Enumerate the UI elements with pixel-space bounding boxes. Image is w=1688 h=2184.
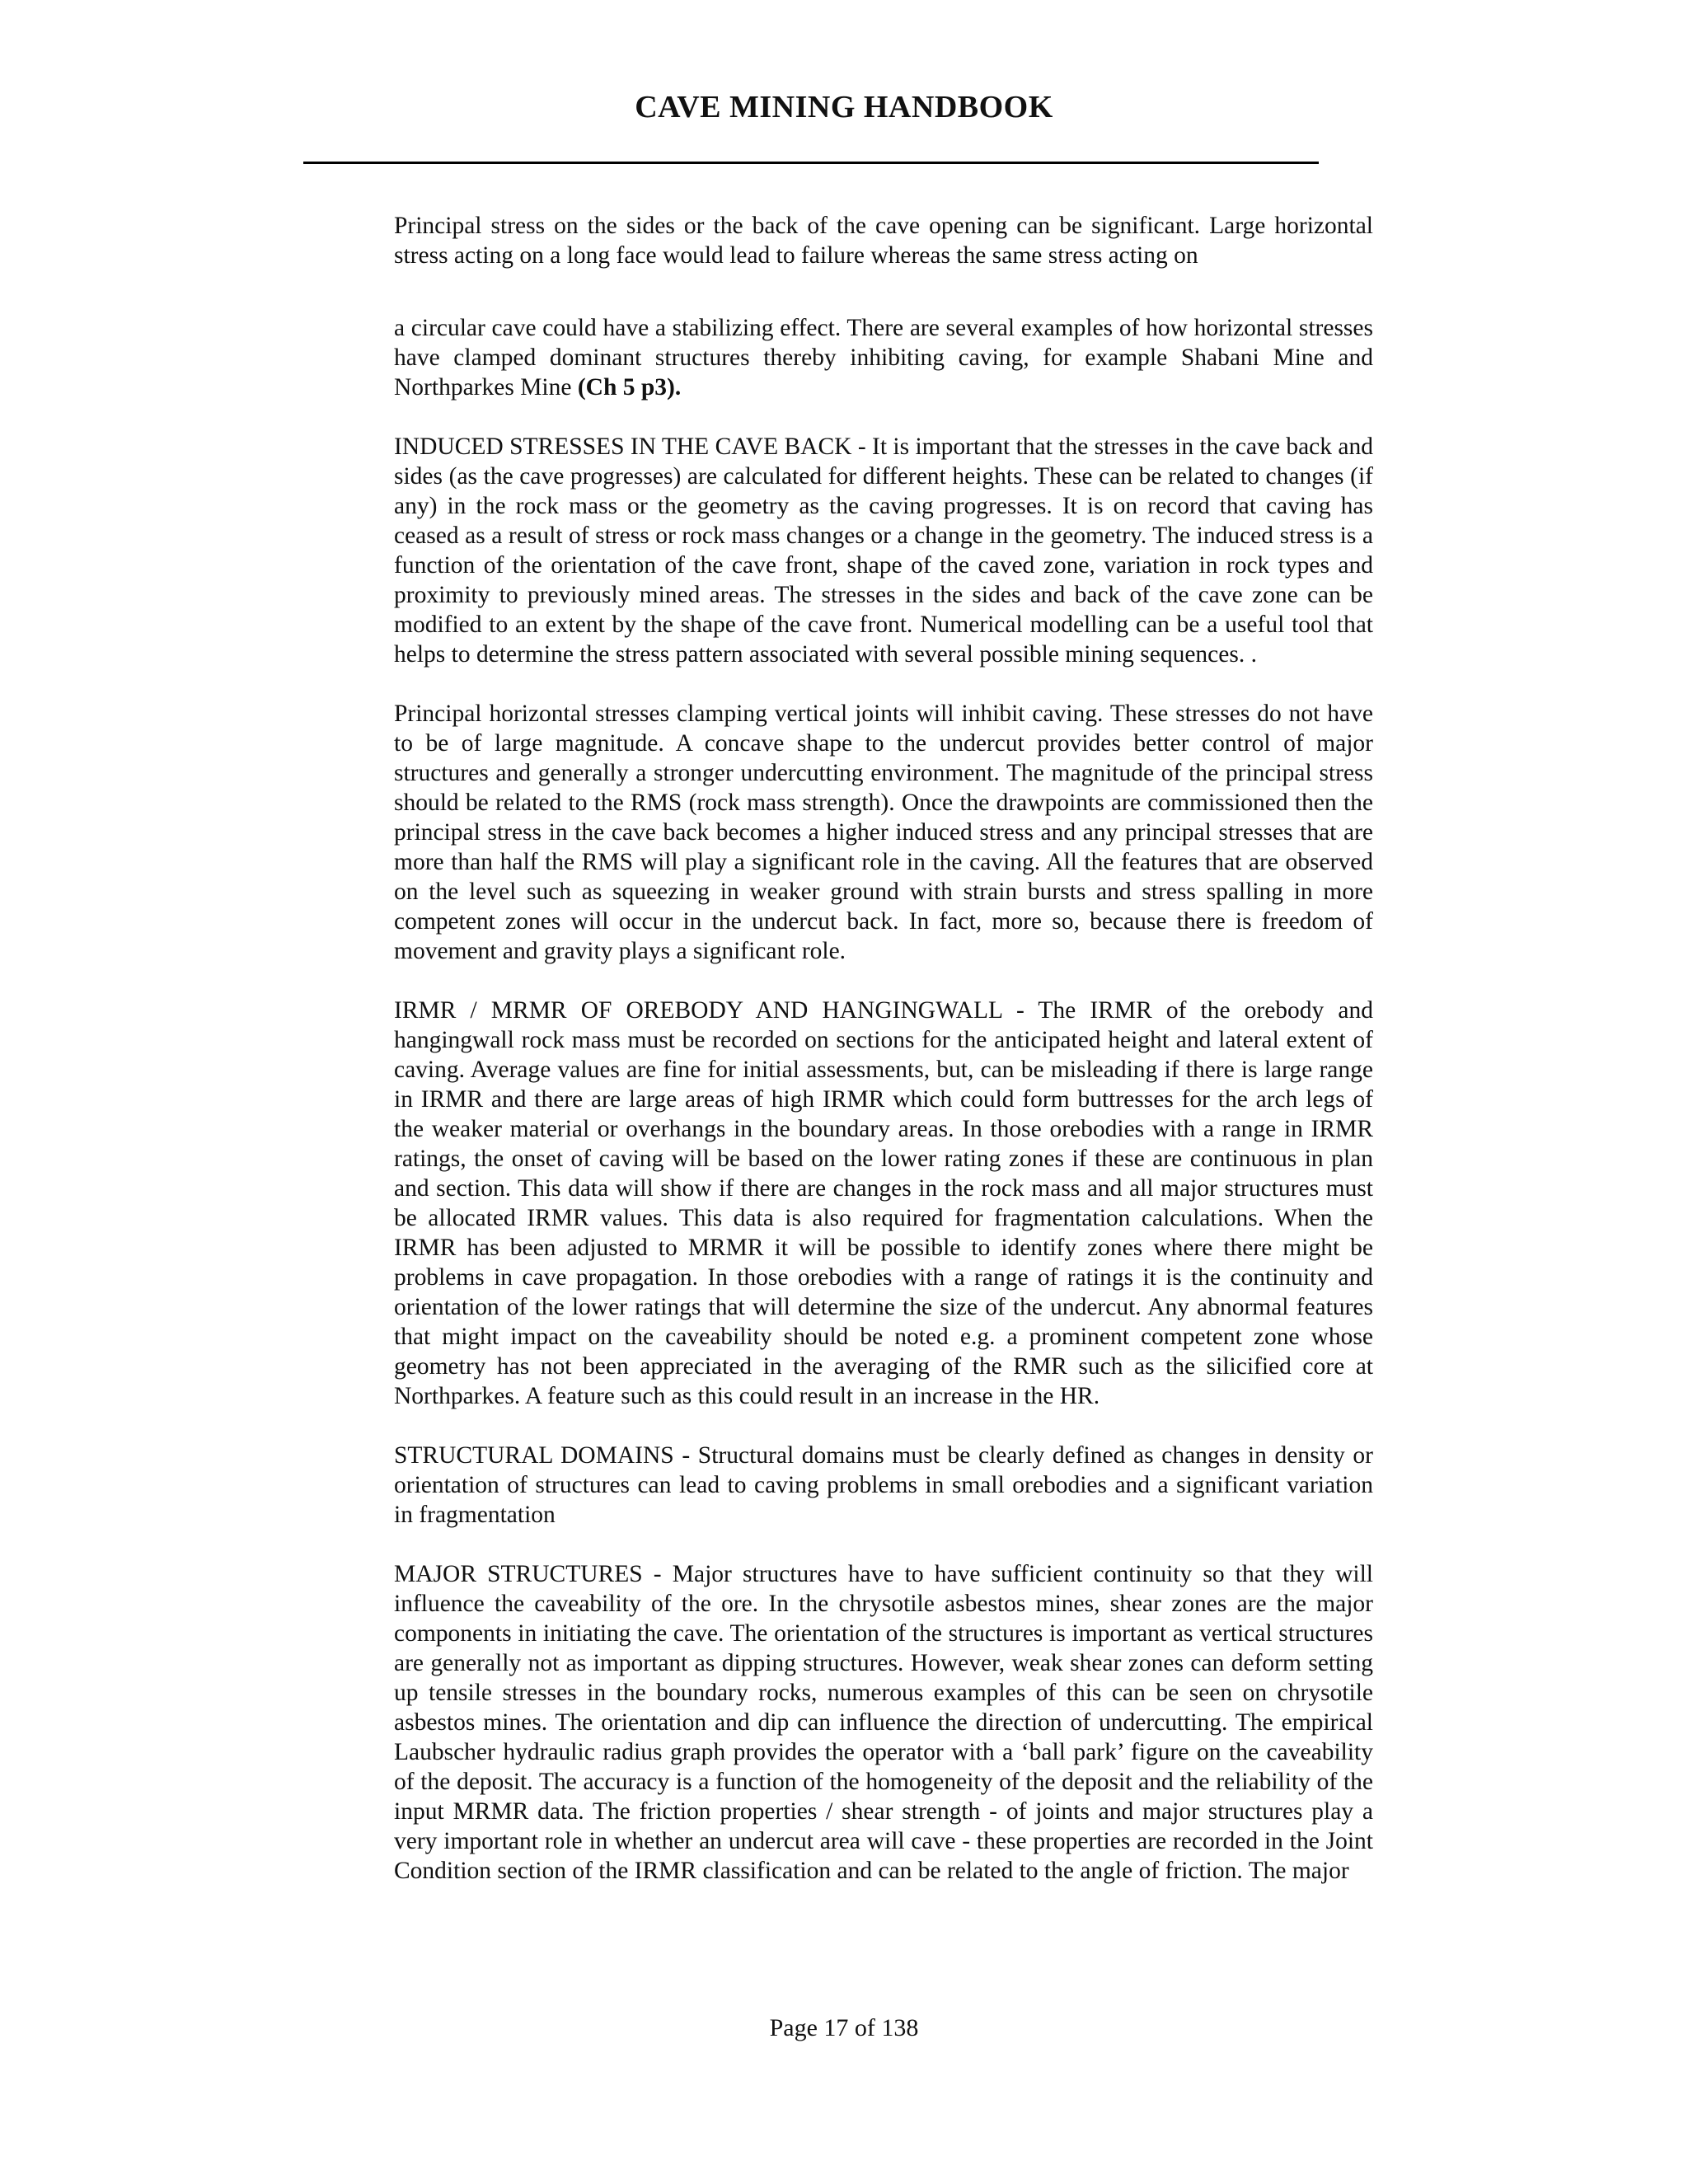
- header-divider: [303, 162, 1319, 164]
- paragraph-irmr-mrmr: IRMR / MRMR OF OREBODY AND HANGINGWALL - The IRMR of the orebody and hangingwall rock mass must be recorded on sections for the anticipated height and lateral extent of caving. Average values are fine for initial assessments, but, can be misleading if there is large range in IRMR and there are large areas of high IRMR which could form buttresses for the arch legs of the weaker material or overhangs in the boundary areas. In those orebodies with a range in IRMR ratings, the onset of caving will be based on the lower rating zones if these are continuous in plan and section. This data will show if there are changes in the rock mass and all major structures must be allocated IRMR values. This data is also required for fragmentation calculations. When the IRMR has been adjusted to MRMR it will be possible to identify zones where there might be problems in cave propagation. In those orebodies with a range of ratings it is the continuity and orientation of the lower ratings that will determine the size of the undercut. Any abnormal features that might impact on the caveability should be noted e.g. a prominent competent zone whose geometry has not been appreciated in the averaging of the RMR such as the silicified core at Northparkes. A feature such as this could result in an increase in the HR.: [394, 997, 1373, 1409]
- chapter-reference: (Ch 5 p3).: [577, 374, 682, 401]
- document-body: [394, 211, 1373, 1915]
- paragraph-circular-cave-text: a circular cave could have a stabilizing effect. There are several examples of how horizontal stresses have clamped dominant structures thereby inhibiting caving, for example Shabani Mine and Northparkes Mine: [394, 315, 1373, 401]
- paragraph-principal-stress: Principal stress on the sides or the back of the cave opening can be significant. Large horizontal stress acting on a long face would lead to failure whereas the same stress acting on: [394, 213, 1373, 269]
- paragraph-major-structures: MAJOR STRUCTURES - Major structures have to have sufficient continuity so that they will influence the caveability of the ore. In the chrysotile asbestos mines, shear zones are the major components in initiating the cave. The orientation of the structures is important as vertical structures are generally not as important as dipping structures. However, weak shear zones can deform setting up tensile stresses in the boundary rocks, numerous examples of this can be seen on chrysotile asbestos mines. The orientation and dip can influence the direction of undercutting. The empirical Laubscher hydraulic radius graph provides the operator with a ‘ball park’ figure on the caveability of the deposit. The accuracy is a function of the homogeneity of the deposit and the reliability of the input MRMR data. The friction properties / shear strength - of joints and major structures play a very important role in whether an undercut area will cave - these properties are recorded in the Joint Condition section of the IRMR classification and can be related to the angle of friction. The major: [394, 1561, 1373, 1884]
- paragraph-circular-cave: [394, 313, 1373, 402]
- paragraph-structural-domains: STRUCTURAL DOMAINS - Structural domains must be clearly defined as changes in density or orientation of structures can lead to caving problems in small orebodies and a significant variation in fragmentation: [394, 1442, 1373, 1528]
- paragraph-horizontal-stresses: Principal horizontal stresses clamping vertical joints will inhibit caving. These stresses do not have to be of large magnitude. A concave shape to the undercut provides better control of major structures and generally a stronger undercutting environment. The magnitude of the principal stress should be related to the RMS (rock mass strength). Once the drawpoints are commissioned then the principal stress in the cave back becomes a higher induced stress and any principal stresses that are more than half the RMS will play a significant role in the caving. All the features that are observed on the level such as squeezing in weaker ground with strain bursts and stress spalling in more competent zones will occur in the undercut back. In fact, more so, because there is freedom of movement and gravity plays a significant role.: [394, 701, 1373, 964]
- page-number: Page 17 of 138: [769, 2014, 919, 2041]
- page-title: CAVE MINING HANDBOOK: [635, 90, 1053, 124]
- paragraph-induced-stresses: INDUCED STRESSES IN THE CAVE BACK - It is important that the stresses in the cave back and sides (as the cave progresses) are calculated for different heights. These can be related to changes (if any) in the rock mass or the geometry as the caving progresses. It is on record that caving has ceased as a result of stress or rock mass changes or a change in the geometry. The induced stress is a function of the orientation of the cave front, shape of the caved zone, variation in rock types and proximity to previously mined areas. The stresses in the sides and back of the cave zone can be modified to an extent by the shape of the cave front. Numerical modelling can be a useful tool that helps to determine the stress pattern associated with several possible mining sequences. .: [394, 434, 1373, 668]
